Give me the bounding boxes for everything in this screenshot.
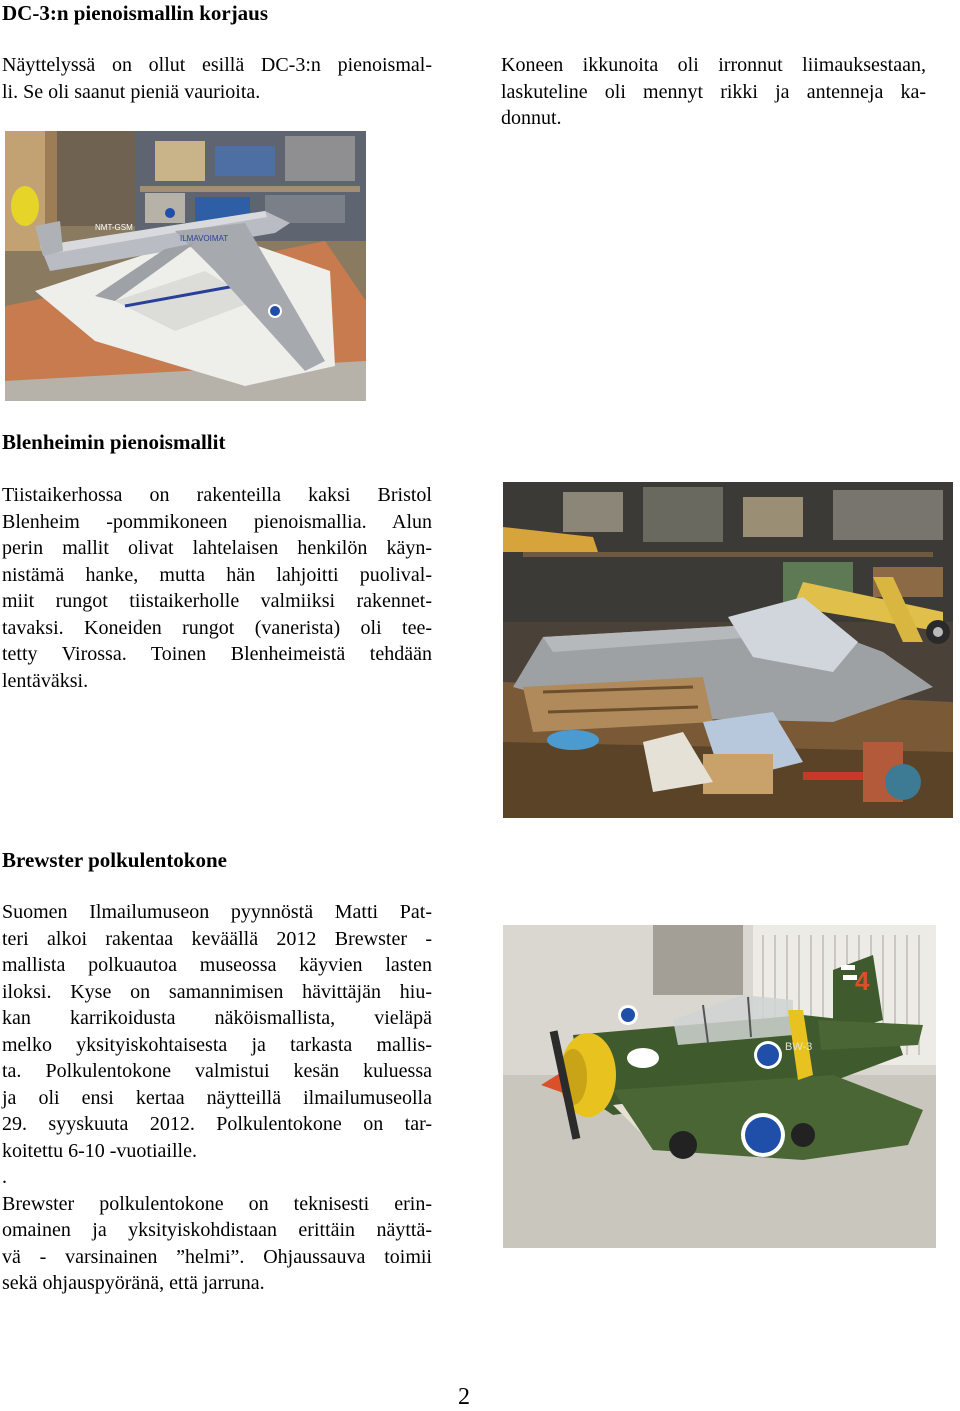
nmt-gsm-tag: NMT-GSM — [95, 223, 133, 232]
text-line: perin mallit olivat lahtelaisen henkilön käyn- — [2, 537, 432, 559]
blenheim-models-photo — [503, 482, 953, 818]
text-line: lentäväksi. — [2, 669, 89, 692]
brewster-photo-graphic — [503, 925, 936, 1248]
text-line: nistämä hanke, mutta hän lahjoitti puolival- — [2, 563, 432, 586]
text-line: teri alkoi rakentaa keväällä 2012 Brewster - — [2, 927, 432, 950]
dc3-photo-graphic — [5, 131, 366, 401]
separator-dot: . — [2, 1166, 7, 1188]
text-line: Suomen Ilmailumuseon pyynnöstä Matti Pat- — [2, 901, 432, 923]
text-line: tavaksi. Koneiden rungot (vanerista) oli tee- — [2, 616, 432, 639]
text-line: omainen ja yksityiskohdistaan erittäin näyttä- — [2, 1219, 432, 1241]
text-line: sekä ohjauspyöränä, että jarruna. — [2, 1272, 265, 1294]
brewster-pedal-plane-photo — [503, 925, 936, 1248]
text-line: 29. syyskuuta 2012. Polkulentokone on tar- — [2, 1113, 432, 1135]
page-number: 2 — [458, 1384, 470, 1410]
text-line: iloksi. Kyse on samannimisen hävittäjän hiu- — [2, 980, 432, 1003]
text-line: vä - varsinainen ”helmi”. Ohjaussauva toimii — [2, 1245, 432, 1268]
brewster-text-1 — [2, 899, 432, 1297]
tail-number: 4 — [855, 966, 870, 996]
text-line: li. Se oli saanut pieniä vaurioita. — [2, 80, 261, 103]
text-line: tetty Virossa. Toinen Blenheimeistä tehdään — [2, 643, 432, 665]
text-line: mallista polkuautoa museossa käyvien lasten — [2, 954, 432, 976]
blenheim-text — [2, 482, 432, 694]
dc3-model-photo — [5, 131, 366, 401]
text-line: laskuteline oli mennyt rikki ja antenneja ka- — [501, 80, 926, 103]
blenheim-heading: Blenheimin pienoismallit — [2, 430, 226, 454]
ilmavoimat-livery: ILMAVOIMAT — [180, 234, 229, 243]
brewster-heading: Brewster polkulentokone — [2, 848, 227, 872]
text-line: ja oli ensi kertaa näytteillä ilmailumuseolla — [2, 1086, 432, 1109]
text-line: Näyttelyssä on ollut esillä DC-3:n pienoismal- — [2, 54, 432, 76]
text-line: melko yksityiskohtaisesta ja tarkasta mallis- — [2, 1033, 432, 1056]
blenheim-photo-graphic — [503, 482, 953, 818]
text-line: Brewster polkulentokone on teknisesti erin- — [2, 1192, 432, 1215]
aircraft-code: BW-3 — [785, 1041, 813, 1053]
text-line: donnut. — [501, 107, 562, 129]
text-line: Blenheim -pommikoneen pienoismallia. Alun — [2, 510, 432, 533]
dc3-heading: DC-3:n pienoismallin korjaus — [2, 1, 269, 25]
text-line: kan karrikoidusta näköismallista, vieläpä — [2, 1007, 432, 1029]
text-line: Tiistaikerhossa on rakenteilla kaksi Bristol — [2, 484, 432, 506]
text-line: ta. Polkulentokone valmistui kesän kuluessa — [2, 1060, 432, 1082]
text-line: miit rungot tiistaikerholle valmiiksi rakennet- — [2, 590, 432, 612]
text-line: Koneen ikkunoita oli irronnut liimauksestaan, — [501, 54, 926, 76]
text-line: koitettu 6-10 -vuotiaille. — [2, 1139, 197, 1162]
dc3-right-text — [501, 52, 926, 132]
dc3-left-text — [2, 52, 432, 105]
